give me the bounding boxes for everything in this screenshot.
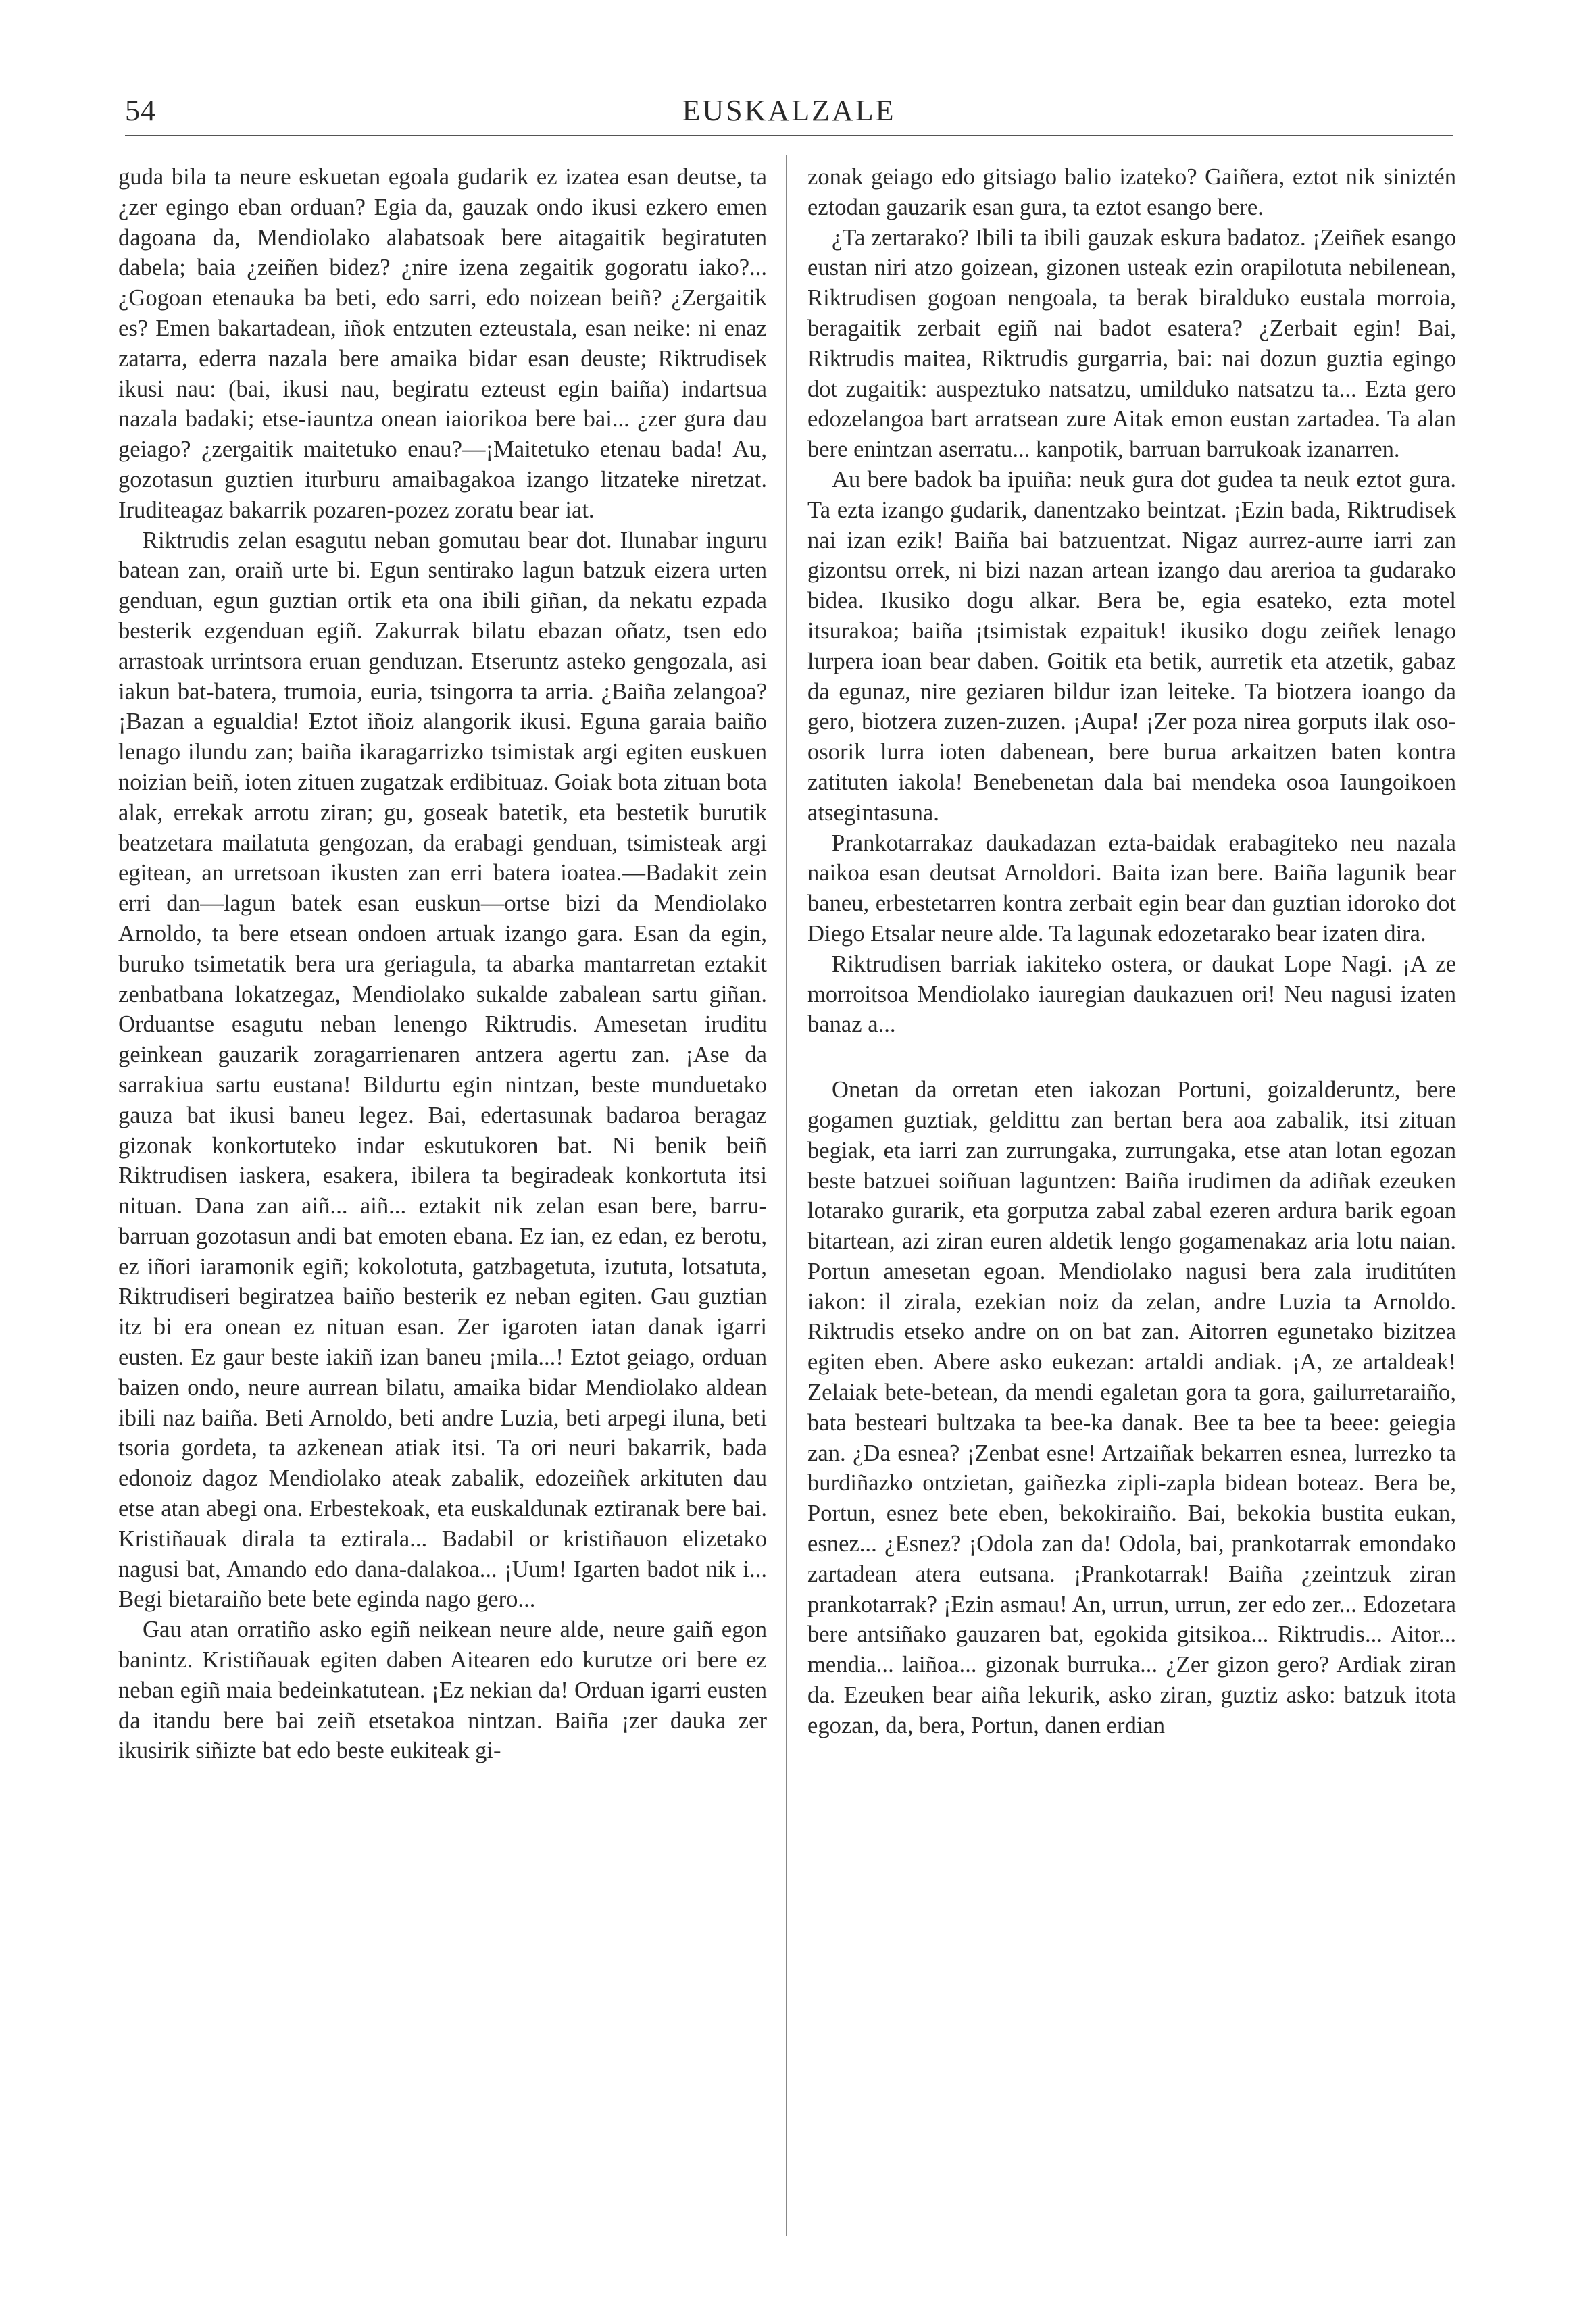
paragraph: Riktrudisen barriak iakiteko ostera, or daukat Lope Nagi. ¡A ze morroitsoa Mendiolako iauregian daukazuen ori! Neu nagusi izaten banaz a... [807, 951, 1456, 1038]
column-divider [786, 155, 787, 2236]
running-title: EUSKALZALE [682, 94, 896, 127]
page-number: 54 [125, 94, 156, 127]
section-break [807, 1040, 1456, 1075]
paragraph: zonak geiago edo gitsiago balio izateko? Gaiñera, eztot nik siniztén eztodan gauzarik esan gura, ta eztot esango bere. [807, 164, 1456, 220]
page-header [125, 74, 1453, 135]
paragraph: Onetan da orretan eten iakozan Portuni, goizalderuntz, bere gogamen guztiak, geldittu zan bertan bera aoa zabalik, itsi zituan begiak, eta iarri zan zurrungaka, zurrungaka, etse atan lotan egozan beste batzuei soiñuan laguntzen: Baiña irudimen da adiñak ezeuken lotarako gurarik, eta gorputza zabal zabal ezeren ardura barik egoan bitartean, azi ziran euren aldetik lengo gogamenakaz aria lotu naian. Portun amesetan egoan. Mendiolako nagusi bera zala iruditúten iakon: il zirala, ezekian noiz da zelan, andre Luzia ta Arnoldo. Riktrudis etseko andre on on bat zan. Aitorren egunetako bizitzea egiten eben. Abere asko eukezan: artaldi andiak. ¡A, ze artaldeak! Zelaiak bete-betean, da mendi egaletan gora ta gora, gailurretaraiño, bata besteari bultzaka ta bee-ka danak. Bee ta bee ta beee: geiegia zan. ¿Da esnea? ¡Zenbat esne! Artzaiñak bekarren esnea, lurrezko ta burdiñazko ontzietan, gaiñezka zipli-zapla bidean boteaz. Bera be, Portun, esnez bete eben, bekokiraiño. Bai, bekokia bustita eukan, esnez... ¿Esnez? ¡Odola zan da! Odola, bai, prankotarrak emondako zartadean atera eutsana. ¡Prankotarrak! Baiña ¿zeintzuk ziran prankotarrak? ¡Ezin asmau! An, urrun, urrun, zer edo zer... Edozetara bere antsiñako gauzaren bat, egokida gitsikoa... Riktrudis... Aitor... mendia... laiñoa... gizonak burruka... ¿Zer gizon gero? Ardiak ziran da. Ezeuken bear aiña lekurik, asko ziran, guztiz asko: batzuk itota egozan, da, bera, Portun, danen erdian [807, 1077, 1456, 1738]
left-column [118, 162, 767, 1766]
paragraph: guda bila ta neure eskuetan egoala gudarik ez izatea esan deutse, ta ¿zer egingo eban orduan? Egia da, gauzak ondo ikusi ezkero emen dagoana da, Mendiolako alabatsoak bere aitagaitik begiratuten dabela; baia ¿zeiñen bidez? ¿nire izena zegaitik gogoratu iako?... ¿Gogoan etenauka ba beti, edo sarri, edo noizean beiñ? ¿Zergaitik es? Emen bakartadean, iñok entzuten ezteustala, esan neike: ni enaz zatarra, ederra nazala bere amaika bidar esan deuste; Riktrudisek ikusi nau: (bai, ikusi nau, begiratu ezteust egin baiña) indartsua nazala badaki; etse-iauntza onean iaiorikoa bere bai... ¿zer gura dau geiago? ¿zergaitik maitetuko enau?—¡Maitetuko etenau bada! Au, gozotasun guztien iturburu amaibagakoa izango litzateke niretzat. Iruditeagaz bakarrik pozaren-pozez zoratu bear iat. [118, 164, 767, 523]
paragraph: Gau atan orratiño asko egiñ neikean neure alde, neure gaiñ egon banintz. Kristiñauak egiten daben Aiteare⁠n edo kurutze ori bere ez neban egiñ maia bedeinkatutean. ¡Ez nekian da! Orduan igarri eusten da itandu bere bai zeiñ etsetakoa nintzan. Baiña ¡zer dauka zer ikusirik siñizte bat edo beste eukiteak gi- [118, 1617, 767, 1764]
paragraph: Au bere badok ba ipuiña: neuk gura dot gudea ta neuk eztot gura. Ta ezta izango gudarik, danentzako beintzat. ¡Ezin bada, Riktrudisek nai izan ezik! Baiña bai batzuentzat. Nigaz aurrez-aurre iarri zan gizontsu orrek, ni bizi nazan artean izango dau arerioa ta gudarako bidea. Ikusiko dogu alkar. Bera be, egia esateko, ezta motel itsurakoa; baiña ¡tsimistak ezpaituk! ikusiko dogu zeiñek lenago lurpera ioan bear daben. Goitik eta betik, aurretik eta atzetik, gabaz da egunaz, nire geziaren bildur izan leiteke. Ta biotzera ioango da gero, biotzera zuzen-zuzen. ¡Aupa! ¡Zer poza nirea gorputs ilak oso-osorik lurra ioten dabenean, bere burua arkaitzen baten kontra zatituten iakola! Benebenetan dala bai mendeka osoa Iaungoikoen atsegintasuna. [807, 466, 1456, 826]
paragraph: Riktrudis zelan esagutu neban gomutau bear dot. Ilunabar inguru batean zan, oraiñ urte bi. Egun sentirako lagun batzuk eizera urten genduan, egun guztian ortik eta ona ibili giñan, da nekatu ezpada besterik ezgenduan egiñ. Zakurrak bilatu ebazan oñatz, tsen edo arrastoak urrintsora eruan genduzan. Etseruntz asteko gengozala, asi iakun bat-batera, trumoia, euria, tsingorra ta arria. ¿Baiña zelangoa? ¡Bazan a egualdia! Eztot iñoiz alangorik ikusi. Eguna garaia baiño lenago ilundu zan; baiña ikaragarrizko tsimistak argi egiten euskuen noizian beiñ, ioten zituen zugatzak erdibituaz. Goiak bota zituan bota alak, errekak arrotu ziran; gu, goseak batetik, eta bestetik burutik beatzetara mailatuta gengozan, da erabagi genduan, tsimisteak argi egitean, an urretsoan ikusten zan erri batera ioatea.—Badakit zein erri dan—lagun batek esan euskun—ortse bizi da Mendiolako Arnoldo, ta bere etsean ondoen artuak izango gara. Esan da egin, buruko tsimetatik bera ura geriagula, ta abarka mantarretan eztakit zenbatbana lokatzegaz, Mendiolako sukalde zabalean sartu giñan. Orduantse esagutu neban lenengo Riktrudis. Amesetan iruditu geinkean gauzarik zoragarrienaren antzera agertu zan. ¡Ase da sarrakiua sartu eustana! Bildurtu egin nintzan, beste munduetako gauza bat ikusi baneu legez. Bai, edertasunak badaroa beragaz gizonak konkortuteko indar eskutukoren bat. Ni benik beiñ Riktrudisen iaskera, esakera, ibilera ta begiradeak konkortuta itsi nituan. Dana zan aiñ... aiñ... eztakit nik zelan esan bere, barru-barruan gozotasun andi bat emoten ebana. Ez ian, ez edan, ez berotu, ez iñori iaramonik egiñ; kokolotuta, gatzbagetuta, izututa, lotsatuta, Riktrudiseri begiratzea baiño besterik ez neban egiten. Gau guztian itz bi era onean ez nituan esan. Zer igaroten iatan danak igarri eusten. Ez gaur beste iakiñ izan baneu ¡mila...! Eztot geiago, orduan baizen ondo, neure aurrean bilatu, amaika bidar Mendiolako aldean ibili naz baiña. Beti Arnoldo, beti andre Luzia, beti arpegi iluna, beti tsoria gordeta, ta azkenean atiak itsi. Ta ori neuri bakarrik, bada edonoiz dagoz Mendiolako ateak zabalik, edozeiñek arkituten dau etse atan abegi ona. Erbestekoak, eta euskaldunak eztiranak bere bai. Kristiñauak dirala ta eztirala... Badabil or kristiñauon elizetako nagusi bat, Amando edo dana-dalakoa... ¡Uum! Igarten badot nik i... Begi bietaraiño bete bete egindа nago gero... [118, 527, 767, 1613]
paragraph: Prankotarrakaz daukadazan ezta-baidak erabagiteko neu nazala naikoa esan deutsat Arnoldori. Baita izan bere. Baiña lagunik bear baneu, erbestetarren kontra zerbait egin bear dan guztian idoroko dot Diego Etsalar neure alde. Ta lagunak edozetarako bear izaten dira. [807, 830, 1456, 947]
header-rule [125, 134, 1453, 136]
paragraph: ¿Ta zertarako? Ibili ta ibili gauzak eskura badatoz. ¡Zeiñek esango eustan niri atzo goizean, gizonen usteak ezin orapilotuta nebilenean, Riktrudisen gogoan nengoala, ta berak biralduko eustala morroia, beragaitik zerbait egiñ nai badot esatera? ¿Zerbait egin! Bai, Riktrudis maitea, Riktrudis gurgarria, bai: nai dozun guztia egingo dot zugaitik: auspeztuko natsatzu, umilduko natsatzu ta... Ezta gero edozelangoa bart arratsean zure Aitak emon eustan zartadea. Ta alan bere enintzan aserratu... kanpotik, barruan barrukoak izanarren. [807, 224, 1456, 463]
right-column [807, 162, 1456, 1741]
